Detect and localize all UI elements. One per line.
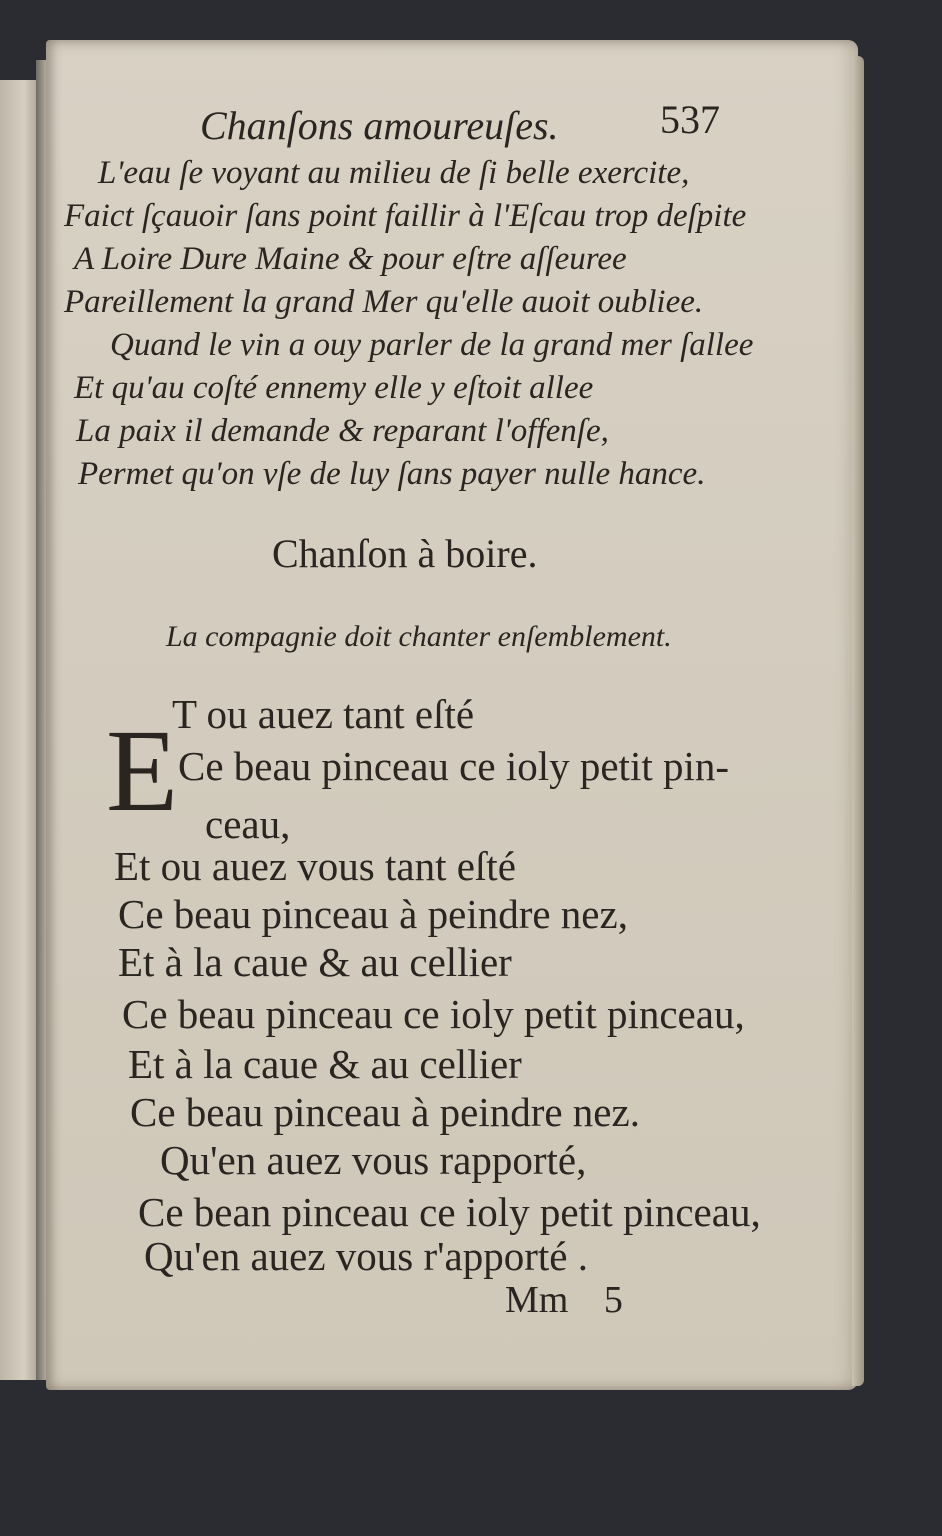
poem-line: Permet qu'on vſe de luy ſans payer nulle hance. bbox=[78, 456, 706, 492]
poem-line: La paix il demande & reparant l'offenſe, bbox=[76, 413, 609, 449]
poem-line: L'eau ſe voyant au milieu de ſi belle exercite, bbox=[98, 155, 690, 191]
song-line: Qu'en auez vous rapporté, bbox=[160, 1137, 587, 1183]
song-line: Ce bean pinceau ce ioly petit pinceau, bbox=[138, 1189, 761, 1235]
song-line: Et à la caue & au cellier bbox=[128, 1041, 522, 1087]
song-rubric: La compagnie doit chanter enſemblement. bbox=[166, 620, 672, 653]
poem-line: A Loire Dure Maine & pour eſtre aſſeuree bbox=[74, 241, 627, 277]
song-line: Ce beau pinceau à peindre nez. bbox=[130, 1089, 640, 1135]
song-line: T ou auez tant eſté bbox=[172, 691, 475, 737]
facing-page-edge bbox=[0, 80, 40, 1380]
poem-line: Et qu'au coſté ennemy elle y eſtoit allee bbox=[74, 370, 594, 406]
running-title: Chanſons amoureuſes. bbox=[200, 103, 559, 148]
song-line: Ce beau pinceau ce ioly petit pin- bbox=[178, 743, 730, 789]
page-edge bbox=[852, 56, 864, 1386]
song-line: Ce beau pinceau à peindre nez, bbox=[118, 891, 628, 937]
song-line: Et à la caue & au cellier bbox=[118, 939, 512, 985]
signature-mark: Mm 5 bbox=[505, 1279, 623, 1321]
poem-line: Quand le vin a ouy parler de la grand mer ſallee bbox=[110, 327, 754, 363]
drop-cap: E bbox=[106, 705, 179, 836]
song-line: Et ou auez vous tant eſté bbox=[114, 843, 516, 889]
poem-line: Faict ſçauoir ſans point faillir à l'Eſcau trop deſpite bbox=[64, 198, 747, 234]
song-line: Qu'en auez vous r'apporté . bbox=[144, 1233, 588, 1279]
song-title: Chanſon à boire. bbox=[272, 531, 538, 576]
song-line: Ce beau pinceau ce ioly petit pinceau, bbox=[122, 991, 745, 1037]
page-number: 537 bbox=[660, 97, 720, 142]
poem-line: Pareillement la grand Mer qu'elle auoit oubliee. bbox=[64, 284, 704, 320]
song-line: ceau, bbox=[205, 801, 291, 847]
